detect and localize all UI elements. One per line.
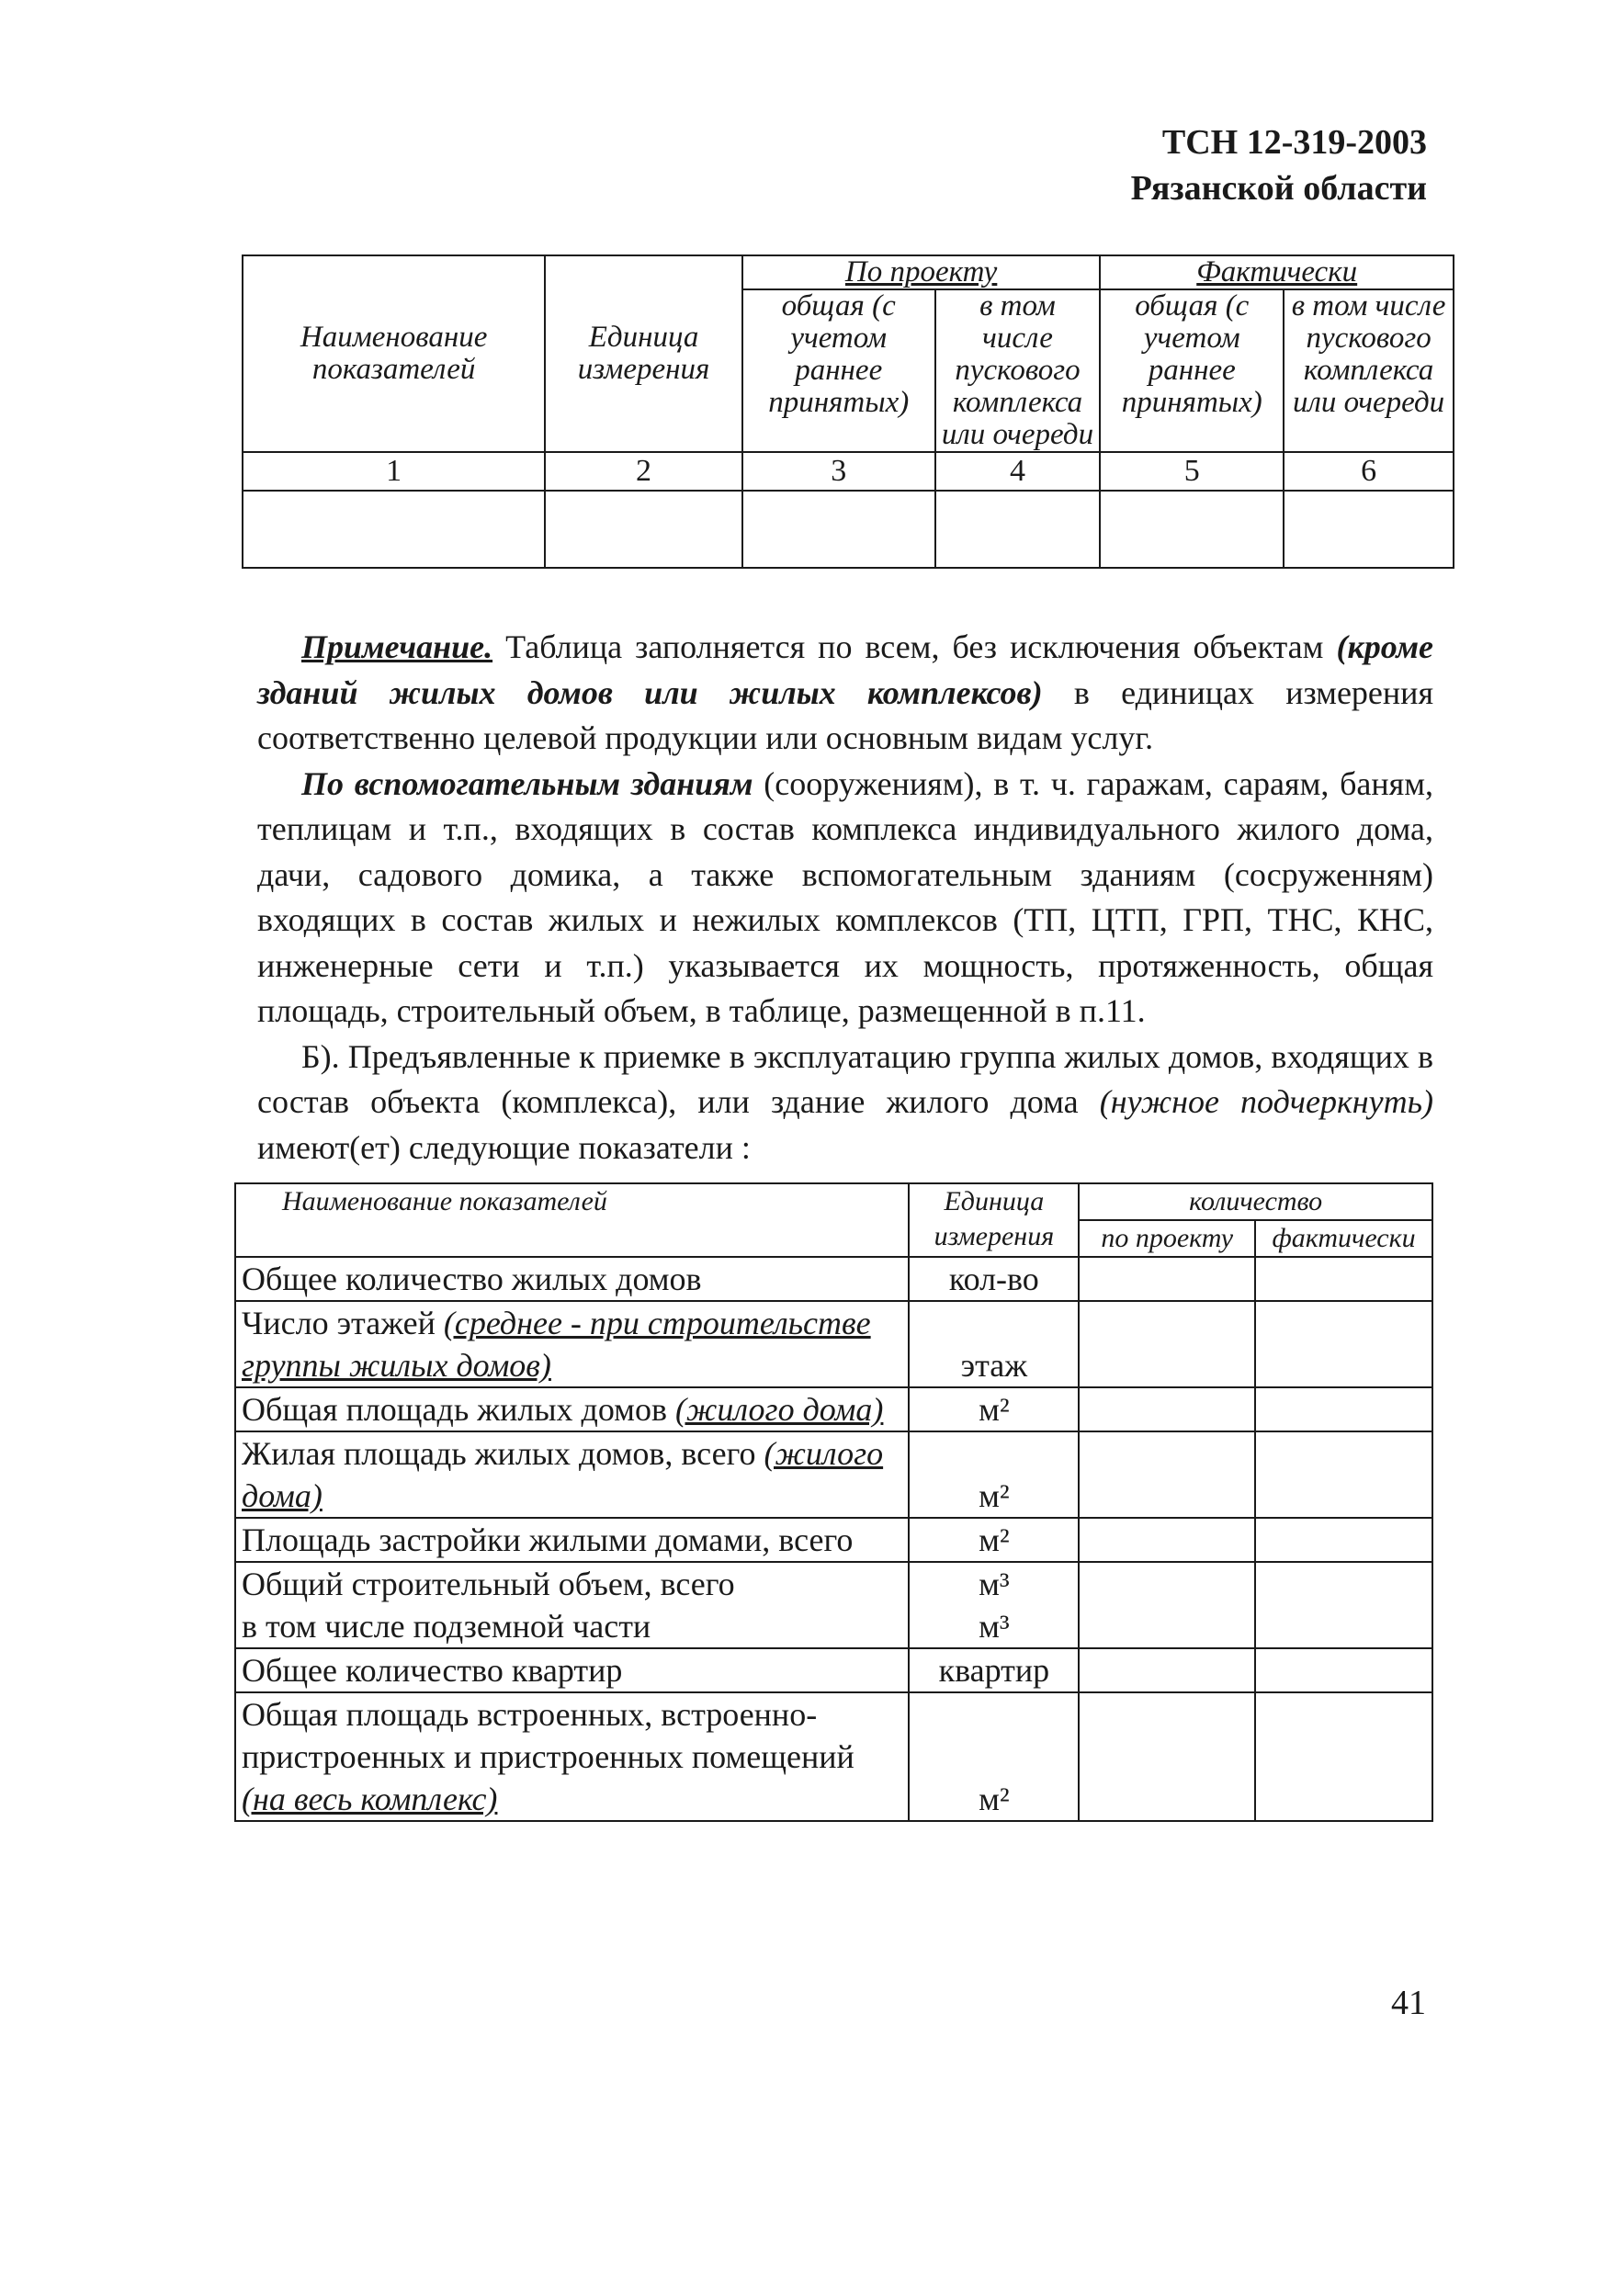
col-actual-total: общая (с учетом раннее принятых) <box>1100 289 1284 452</box>
col-project-incl: в том числе пускового комплекса или очереди <box>935 289 1101 452</box>
empty-cell <box>1100 491 1284 568</box>
page-number: 41 <box>1391 1984 1426 2022</box>
table-row: Число этажей (среднее - при строительстве группы жилых домов) этаж <box>235 1301 1432 1387</box>
value-cell <box>1255 1648 1432 1692</box>
value-cell <box>1079 1431 1255 1518</box>
value-cell <box>1255 1301 1432 1387</box>
value-cell <box>1079 1518 1255 1562</box>
value-cell <box>1255 1257 1432 1301</box>
value-cell <box>1255 1518 1432 1562</box>
table-row: Общий строительный объем, всего в том числе подземной части м³ м³ <box>235 1562 1432 1648</box>
group-project-header: По проекту <box>742 255 1101 289</box>
auxiliary-paragraph: По вспомогательным зданиям (сооружениям), в т. ч. гаражам, сараям, баням, теплицам и т.п., входящих в состав комплекса индивидуального жилого дома, дачи, садового домика, а также вспомогательным зданиям (сосруженням) входящих в состав жилых и нежилых комплексов (ТП, ЦТП, ГРП, ТНС, КНС, инженерные сети и т.п.) указывается их мощность, протяженность, общая площадь, строительный объем, в таблице, размещенной в п.11. <box>257 764 1434 1029</box>
doc-region: Рязанской области <box>1130 169 1427 208</box>
empty-cell <box>545 491 742 568</box>
value-cell <box>1255 1387 1432 1431</box>
value-cell <box>1079 1257 1255 1301</box>
doc-code: ТСН 12-319-2003 <box>1161 123 1427 162</box>
value-cell <box>1079 1301 1255 1387</box>
col-name-header: Наименование показателей <box>235 1183 909 1257</box>
col-project-total: общая (с учетом раннее принятых) <box>742 289 935 452</box>
table-row: Жилая площадь жилых домов, всего (жилого дома) м² <box>235 1431 1432 1518</box>
empty-cell <box>742 491 935 568</box>
col-number: 1 <box>243 452 545 491</box>
note-section <box>257 625 1433 1171</box>
col-unit-header: Единица измерения <box>909 1183 1079 1257</box>
col-number: 6 <box>1284 452 1454 491</box>
table-row: Общее количество квартир квартир <box>235 1648 1432 1692</box>
indicators-table <box>242 254 1454 569</box>
value-cell <box>1255 1431 1432 1518</box>
value-cell <box>1079 1387 1255 1431</box>
note-label: Примечание. <box>301 628 493 665</box>
col-number: 5 <box>1100 452 1284 491</box>
table-row: Общая площадь жилых домов (жилого дома) м² <box>235 1387 1432 1431</box>
col-number: 4 <box>935 452 1101 491</box>
note-paragraph: Примечание. Таблица заполняется по всем, без исключения объектам (кроме зданий жилых домов или жилых комплексов) в единицах измерения соответственно целевой продукции или основным видам услуг. <box>257 628 1433 756</box>
table-row: Общее количество жилых домов кол-во <box>235 1257 1432 1301</box>
col-project-header: по проекту <box>1079 1220 1255 1257</box>
table-row: Площадь застройки жилыми домами, всего м² <box>235 1518 1432 1562</box>
value-cell <box>1255 1562 1432 1648</box>
value-cell <box>1079 1692 1255 1821</box>
empty-cell <box>935 491 1101 568</box>
value-cell <box>1079 1648 1255 1692</box>
empty-cell <box>1284 491 1454 568</box>
col-name-header: Наименование показателей <box>243 255 545 452</box>
page-header <box>1131 119 1427 211</box>
value-cell <box>1255 1692 1432 1821</box>
value-cell <box>1079 1562 1255 1648</box>
col-actual-header: фактически <box>1255 1220 1432 1257</box>
housing-indicators-table <box>234 1182 1433 1822</box>
group-actual-header: Фактически <box>1100 255 1454 289</box>
col-number: 2 <box>545 452 742 491</box>
col-unit-header: Единица измерения <box>545 255 742 452</box>
col-number: 3 <box>742 452 935 491</box>
empty-cell <box>243 491 545 568</box>
col-qty-header: количество <box>1079 1183 1432 1220</box>
section-b-paragraph: Б). Предъявленные к приемке в эксплуатацию группа жилых домов, входящих в состав объекта (комплекса), или здание жилого дома (нужное подчеркнуть) имеют(ет) следующие показатели : <box>257 1037 1433 1166</box>
col-actual-incl: в том числе пускового комплекса или очереди <box>1284 289 1454 452</box>
table-row: Общая площадь встроенных, встроенно-пристроенных и пристроенных помещений (на весь комплекс) м² <box>235 1692 1432 1821</box>
